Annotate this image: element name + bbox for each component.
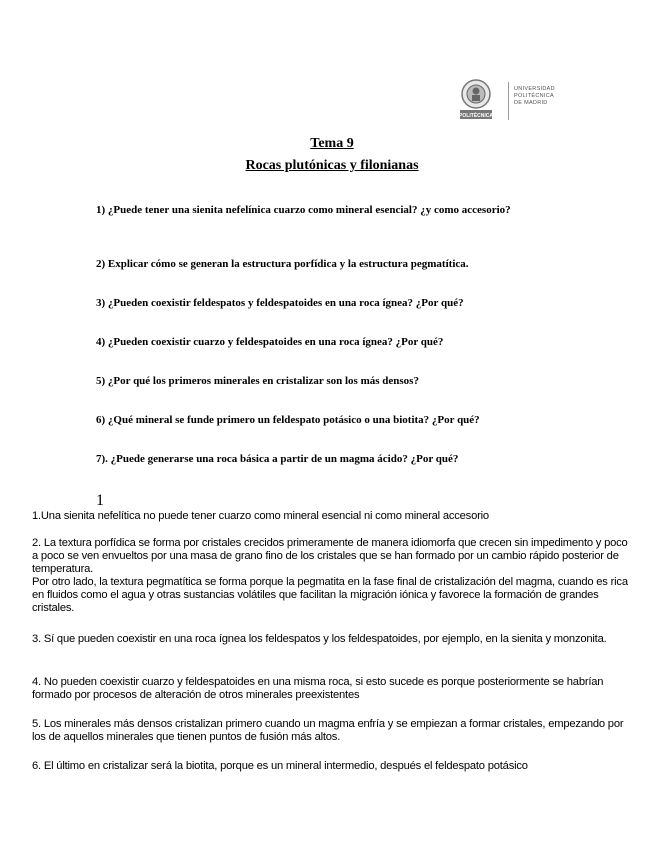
question-7: 7). ¿Puede generarse una roca básica a partir de un magma ácido? ¿Por qué? — [96, 453, 459, 465]
answer-2 — [32, 537, 632, 615]
logo-text — [514, 86, 555, 107]
answer-5-text: 5. Los minerales más densos cristalizan primero cuando un magma enfría y se empiezan a formar cristales, empezando por los de aquellos minerales que tienen puntos de fusión más altos. — [32, 718, 624, 743]
question-4: 4) ¿Pueden coexistir cuarzo y feldespatoides en una roca ígnea? ¿Por qué? — [96, 336, 444, 348]
logo-divider — [508, 82, 509, 120]
answer-6 — [32, 760, 632, 773]
page-title: Tema 9 — [310, 136, 354, 151]
answer-3-text: 3. Sí que pueden coexistir en una roca ígnea los feldespatos y los feldespatoides, por ejemplo, en la sienita y monzonita. — [32, 633, 607, 645]
answer-5 — [32, 718, 632, 744]
answer-2-paragraph-1: 2. La textura porfídica se forma por cristales crecidos primeramente de manera idiomorfa que crecen sin impedimento y poco a poco se ven envueltos por una masa de grano fino de los cristales que se han formado por un cambio rápido posterior de temperatura. — [32, 537, 628, 575]
answer-4 — [32, 676, 632, 702]
logo-line: DE MADRID — [514, 100, 548, 106]
question-6: 6) ¿Qué mineral se funde primero un feldespato potásico o una biotita? ¿Por qué? — [96, 414, 480, 426]
university-emblem-icon — [446, 76, 506, 124]
logo-line: UNIVERSIDAD — [514, 86, 555, 92]
answer-6-text: 6. El último en cristalizar será la biotita, porque es un mineral intermedio, después el feldespato potásico — [32, 760, 528, 772]
page-subtitle: Rocas plutónicas y filonianas — [245, 158, 419, 173]
answer-2-paragraph-2: Por otro lado, la textura pegmatítica se forma porque la pegmatita en la fase final de cristalización del magma, cuando es rica en fluidos como el agua y otras sustancias volátiles que facilitan la migración iónica y favorece la formación de grandes cristales. — [32, 576, 628, 614]
logo-line: POLITÉCNICA — [514, 93, 554, 99]
page-marker: 1 — [96, 492, 104, 509]
question-3: 3) ¿Pueden coexistir feldespatos y feldespatoides en una roca ígnea? ¿Por qué? — [96, 297, 464, 309]
question-1: 1) ¿Puede tener una sienita nefelínica cuarzo como mineral esencial? ¿y como accesorio? — [96, 204, 511, 216]
answer-4-text: 4. No pueden coexistir cuarzo y feldespatoides en una misma roca, si esto sucede es porque posteriormente se habrían formado por procesos de alteración de otros minerales preexistentes — [32, 676, 604, 701]
answer-1 — [32, 510, 632, 523]
question-2: 2) Explicar cómo se generan la estructura porfídica y la estructura pegmatítica. — [96, 258, 469, 270]
question-5: 5) ¿Por qué los primeros minerales en cristalizar son los más densos? — [96, 375, 419, 387]
answer-3 — [32, 633, 632, 646]
emblem-label: POLITÉCNICA — [459, 113, 493, 119]
university-logo — [446, 76, 566, 126]
answer-1-text: 1.Una sienita nefelítica no puede tener cuarzo como mineral esencial ni como mineral accesorio — [32, 510, 489, 522]
